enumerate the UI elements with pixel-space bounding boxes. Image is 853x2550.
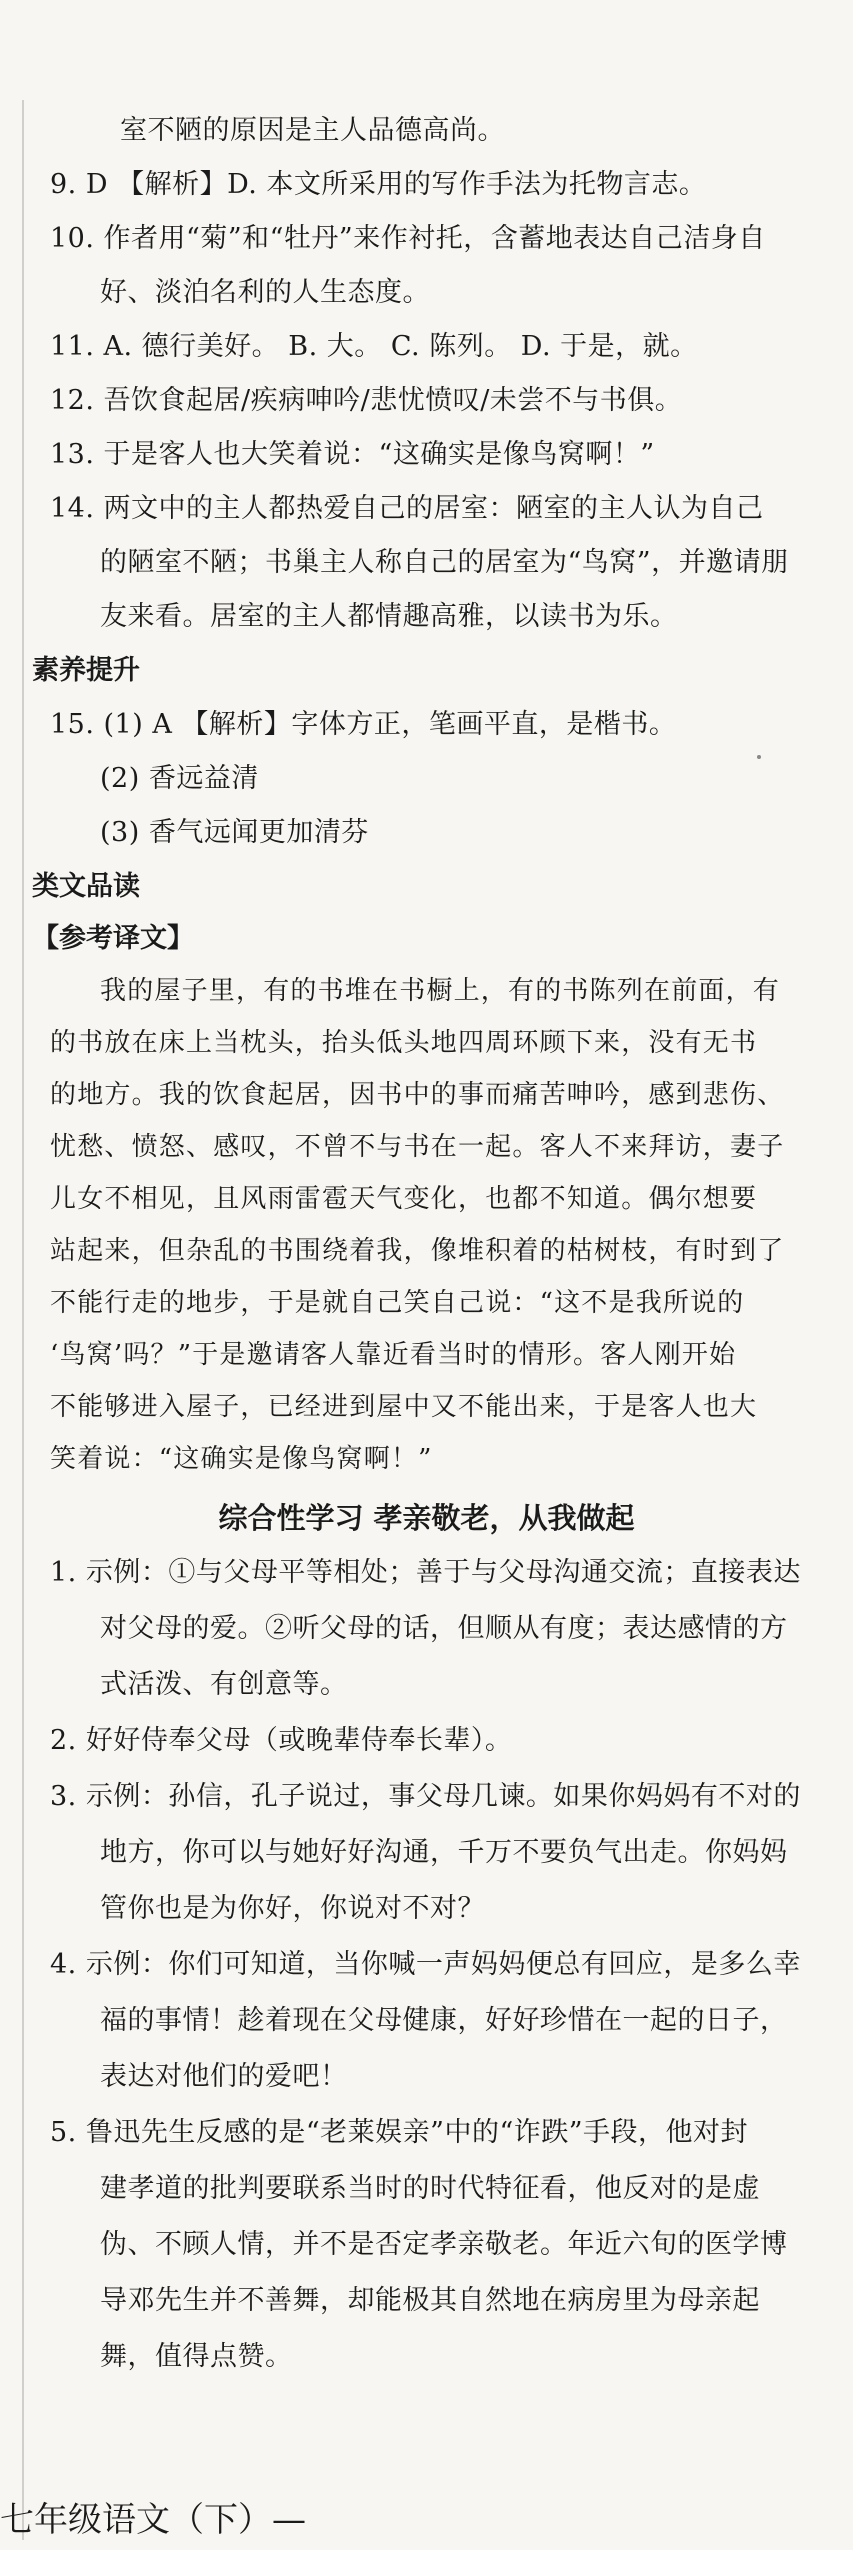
answer-13: 13. 于是客人也大笑着说：“这确实是像鸟窝啊！” — [50, 439, 655, 470]
answer-10-line1: 10. 作者用“菊”和“牡丹”来作衬托，含蓄地表达自己洁身自 — [50, 223, 766, 254]
comp-answer-1-line1: 1. 示例：①与父母平等相处；善于与父母沟通交流；直接表达 — [50, 1557, 801, 1588]
comp-answer-5-line5: 舞，值得点赞。 — [100, 2341, 293, 2372]
answer-12: 12. 吾饮食起居/疾病呻吟/悲忧愤叹/未尝不与书俱。 — [50, 385, 683, 416]
answer-8-continuation: 室不陋的原因是主人品德高尚。 — [120, 115, 505, 146]
translation-line-6: 站起来，但杂乱的书围绕着我，像堆积着的枯树枝，有时到了 — [50, 1236, 785, 1266]
page-margin-rule — [22, 100, 24, 2540]
translation-line-1: 我的屋子里，有的书堆在书橱上，有的书陈列在前面，有 — [100, 976, 781, 1006]
answer-14-line1: 14. 两文中的主人都热爱自己的居室：陋室的主人认为自己 — [50, 493, 764, 524]
translation-line-3: 的地方。我的饮食起居，因书中的事而痛苦呻吟，感到悲伤、 — [50, 1080, 785, 1110]
answer-11: 11. A. 德行美好。 B. 大。 C. 陈列。 D. 于是，就。 — [50, 331, 698, 362]
reference-translation-label: 【参考译文】 — [32, 923, 194, 954]
section-heading-zonghe: 综合性学习 孝亲敬老，从我做起 — [218, 1501, 635, 1535]
page-footer: 七年级语文（下）— — [0, 2500, 306, 2540]
answer-15-2: (2) 香远益清 — [100, 763, 259, 794]
comp-answer-5-line1: 5. 鲁迅先生反感的是“老莱娱亲”中的“诈跌”手段，他对封 — [50, 2117, 749, 2148]
comp-answer-4-line2: 福的事情！趁着现在父母健康，好好珍惜在一起的日子， — [100, 2005, 788, 2036]
comp-answer-4-line1: 4. 示例：你们可知道，当你喊一声妈妈便总有回应，是多么幸 — [50, 1949, 801, 1980]
answer-14-line3: 友来看。居室的主人都情趣高雅，以读书为乐。 — [100, 601, 678, 632]
comp-answer-2: 2. 好好侍奉父母（或晚辈侍奉长辈）。 — [50, 1725, 513, 1756]
answer-14-line2: 的陋室不陋；书巢主人称自己的居室为“鸟窝”，并邀请朋 — [100, 547, 789, 578]
section-heading-leiwen: 类文品读 — [32, 871, 140, 902]
translation-line-8: ‘鸟窝’吗？”于是邀请客人靠近看当时的情形。客人刚开始 — [50, 1340, 737, 1370]
answer-15-1: 15. (1) A 【解析】字体方正，笔画平直，是楷书。 — [50, 709, 677, 740]
comp-answer-5-line2: 建孝道的批判要联系当时的时代特征看，他反对的是虚 — [100, 2173, 760, 2204]
comp-answer-1-line3: 式活泼、有创意等。 — [100, 1669, 348, 1700]
comp-answer-3-line1: 3. 示例：孙信，孔子说过，事父母几谏。如果你妈妈有不对的 — [50, 1781, 801, 1812]
print-speck — [757, 755, 761, 759]
comp-answer-1-line2: 对父母的爱。②听父母的话，但顺从有度；表达感情的方 — [100, 1613, 788, 1644]
comp-answer-4-line3: 表达对他们的爱吧！ — [100, 2061, 348, 2092]
translation-line-9: 不能够进入屋子，已经进到屋中又不能出来，于是客人也大 — [50, 1392, 758, 1422]
translation-line-2: 的书放在床上当枕头，抬头低头地四周环顾下来，没有无书 — [50, 1028, 758, 1058]
comp-answer-5-line4: 导邓先生并不善舞，却能极其自然地在病房里为母亲起 — [100, 2285, 760, 2316]
answer-10-line2: 好、淡泊名利的人生态度。 — [100, 277, 430, 308]
translation-line-5: 儿女不相见，且风雨雷雹天气变化，也都不知道。偶尔想要 — [50, 1184, 758, 1214]
translation-line-10: 笑着说：“这确实是像鸟窝啊！” — [50, 1444, 433, 1474]
answer-9: 9. D 【解析】D. 本文所采用的写作手法为托物言志。 — [50, 169, 707, 200]
translation-line-7: 不能行走的地步，于是就自己笑自己说：“这不是我所说的 — [50, 1288, 745, 1318]
section-heading-suyang: 素养提升 — [32, 655, 140, 686]
translation-line-4: 忧愁、愤怒、感叹，不曾不与书在一起。客人不来拜访，妻子 — [50, 1132, 785, 1162]
comp-answer-3-line3: 管你也是为你好，你说对不对？ — [100, 1893, 485, 1924]
answer-15-3: (3) 香气远闻更加清芬 — [100, 817, 369, 848]
comp-answer-3-line2: 地方，你可以与她好好沟通，千万不要负气出走。你妈妈 — [100, 1837, 788, 1868]
comp-answer-5-line3: 伪、不顾人情，并不是否定孝亲敬老。年近六旬的医学博 — [100, 2229, 788, 2260]
